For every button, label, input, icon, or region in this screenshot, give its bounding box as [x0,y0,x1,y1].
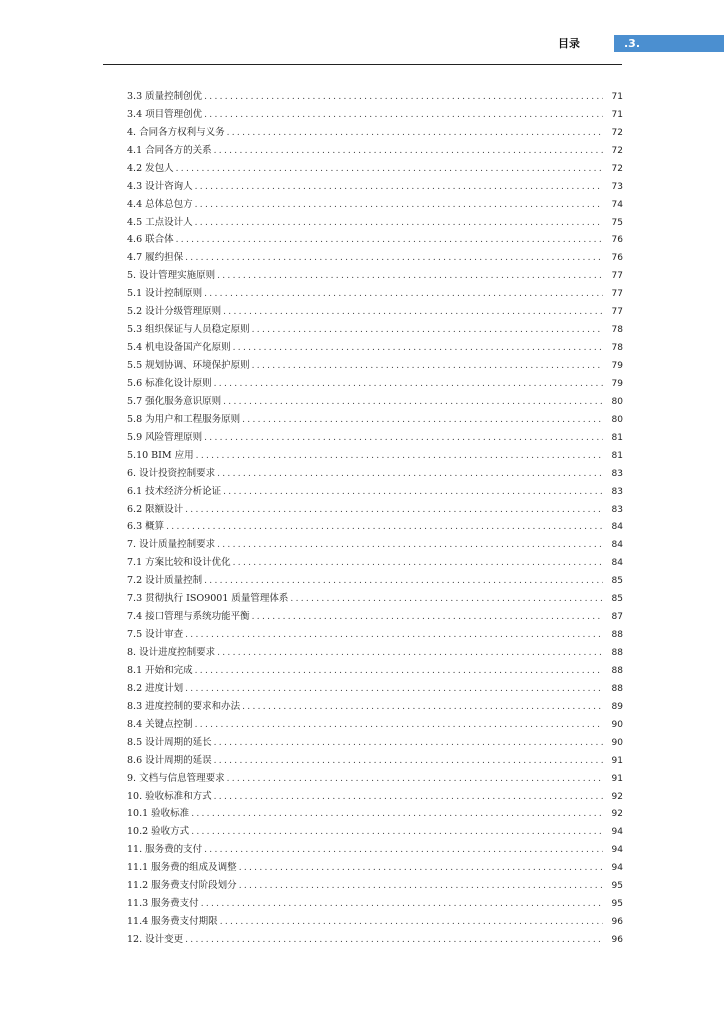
toc-entry[interactable] [127,121,623,139]
toc-entry-title: 6.2 限额设计 [127,503,184,515]
toc-dot-leader [252,611,603,623]
toc-entry-title: 5.9 风险管理原则 [127,431,203,443]
toc-entry-page-number: 72 [611,163,623,174]
toc-entry-title: 8. 设计进度控制要求 [127,647,216,658]
toc-entry-page-number: 94 [611,845,623,856]
toc-entry[interactable] [127,229,623,247]
toc-entry-page-number: 84 [611,522,623,533]
toc-entry-page-number: 96 [611,935,623,945]
toc-entry-page-number: 85 [611,594,623,605]
toc-dot-leader [239,862,603,874]
toc-entry-title: 5.6 标准化设计原则 [127,377,212,389]
toc-entry-title: 7.2 设计质量控制 [127,575,203,587]
toc-entry[interactable] [127,300,623,318]
toc-entry-page-number: 79 [611,361,623,371]
toc-entry-title: 8.5 设计周期的延长 [127,736,212,748]
toc-entry[interactable] [127,336,623,354]
toc-entry-page-number: 90 [611,737,623,748]
toc-dot-leader [252,324,603,336]
toc-dot-leader [185,629,603,641]
toc-entry-page-number: 78 [611,343,623,354]
toc-entry[interactable] [127,175,623,193]
toc-entry-page-number: 94 [611,827,623,838]
toc-entry[interactable] [127,264,623,282]
header-divider [103,64,622,65]
toc-entry-page-number: 95 [611,881,623,892]
toc-dot-leader [242,414,603,426]
toc-entry[interactable] [127,444,623,462]
toc-entry[interactable] [127,838,623,856]
toc-entry[interactable] [127,623,623,641]
toc-entry-page-number: 78 [611,325,623,336]
toc-dot-leader [185,504,603,516]
toc-entry-page-number: 72 [611,145,623,156]
toc-entry[interactable] [127,426,623,444]
toc-dot-leader [233,557,603,569]
toc-entry[interactable] [127,516,623,534]
toc-entry-title: 3.3 质量控制创优 [127,90,203,102]
toc-entry[interactable] [127,569,623,587]
toc-entry[interactable] [127,785,623,803]
toc-entry-page-number: 80 [611,396,623,407]
toc-entry-title: 11.2 服务费支付阶段划分 [127,880,237,892]
toc-entry-title: 5.4 机电设备国产化原则 [127,342,231,354]
toc-dot-leader [217,270,603,282]
toc-entry-title: 8.4 关键点控制 [127,718,193,730]
toc-entry-page-number: 95 [611,899,623,910]
toc-entry-page-number: 84 [611,558,623,569]
toc-entry[interactable] [127,910,623,928]
toc-dot-leader [223,306,603,318]
toc-entry-page-number: 83 [611,504,623,515]
toc-entry-title: 4.3 设计咨询人 [127,180,193,192]
toc-dot-leader [217,468,603,480]
page-header-title: 目录 [558,37,580,50]
toc-entry[interactable] [127,641,623,659]
toc-entry-title: 8.2 进度计划 [127,682,184,694]
toc-entry-title: 4.1 合同各方的关系 [127,144,212,156]
toc-entry-title: 10. 验收标准和方式 [127,790,212,802]
toc-entry-title: 6.1 技术经济分析论证 [127,485,222,497]
toc-dot-leader [195,665,603,677]
toc-entry-page-number: 96 [611,917,623,928]
toc-entry-title: 4.6 联合体 [127,234,174,246]
toc-entry-title: 11.4 服务费支付期限 [127,916,218,928]
toc-entry-title: 8.1 开始和完成 [127,664,193,676]
table-of-contents [127,85,623,946]
toc-entry-page-number: 71 [611,109,623,120]
toc-entry[interactable] [127,874,623,892]
toc-dot-leader [214,737,603,749]
toc-entry-title: 11.3 服务费支付 [127,898,199,910]
toc-entry-page-number: 79 [611,378,623,389]
toc-entry-page-number: 92 [611,791,623,802]
toc-dot-leader [223,396,603,408]
toc-entry-title: 7.5 设计审查 [127,629,184,641]
toc-entry-title: 4.7 履约担保 [127,252,184,264]
toc-dot-leader [227,773,603,785]
toc-entry[interactable] [127,695,623,713]
toc-entry[interactable] [127,892,623,910]
toc-dot-leader [201,898,603,910]
toc-entry[interactable] [127,103,623,121]
toc-dot-leader [252,360,603,372]
toc-entry-title: 11.1 服务费的组成及调整 [127,862,237,874]
toc-entry-title: 5. 设计管理实施原则 [127,270,216,282]
toc-entry-title: 5.8 为用户和工程服务原则 [127,413,241,425]
toc-entry-page-number: 74 [611,199,623,210]
toc-entry-title: 7.1 方案比较和设计优化 [127,557,231,569]
toc-dot-leader [185,252,603,264]
toc-dot-leader [204,109,603,121]
toc-dot-leader [196,450,603,462]
toc-entry-page-number: 77 [611,307,623,318]
toc-entry-page-number: 77 [611,289,623,300]
toc-entry-title: 8.3 进度控制的要求和办法 [127,700,241,712]
toc-entry[interactable] [127,533,623,551]
toc-entry-page-number: 81 [611,450,623,461]
toc-entry-page-number: 85 [611,576,623,587]
toc-entry-page-number: 84 [611,540,623,551]
toc-entry-title: 10.2 验收方式 [127,826,190,838]
toc-entry[interactable] [127,677,623,695]
toc-entry[interactable] [127,390,623,408]
toc-dot-leader [176,163,603,175]
toc-entry[interactable] [127,211,623,229]
toc-entry[interactable] [127,498,623,516]
toc-entry-page-number: 88 [611,665,623,676]
toc-dot-leader [223,486,603,498]
toc-entry-title: 7.4 接口管理与系统功能平衡 [127,611,250,623]
toc-entry-page-number: 94 [611,863,623,874]
toc-dot-leader [204,91,603,103]
toc-entry-title: 7. 设计质量控制要求 [127,539,216,551]
toc-entry[interactable] [127,587,623,605]
page-number-badge: .3. [614,35,724,52]
toc-dot-leader [214,791,603,803]
toc-entry-title: 10.1 验收标准 [127,808,190,820]
toc-dot-leader [191,826,603,838]
toc-entry-page-number: 83 [611,468,623,479]
toc-entry-page-number: 77 [611,271,623,282]
toc-entry-page-number: 83 [611,486,623,497]
toc-entry[interactable] [127,551,623,569]
toc-dot-leader [214,145,603,157]
toc-entry-title: 8.6 设计周期的延误 [127,754,212,766]
toc-entry-title: 6.3 概算 [127,521,165,533]
toc-entry-title: 5.3 组织保证与人员稳定原则 [127,324,250,336]
toc-entry-title: 9. 文档与信息管理要求 [127,772,225,784]
toc-entry-title: 4.5 工点设计人 [127,216,193,228]
toc-dot-leader [233,342,603,354]
toc-entry-page-number: 88 [611,630,623,641]
toc-entry[interactable] [127,157,623,175]
toc-entry-page-number: 71 [611,91,623,102]
toc-entry[interactable] [127,856,623,874]
toc-dot-leader [290,593,603,605]
toc-dot-leader [220,916,603,928]
toc-entry-title: 5.5 规划协调、环境保护原则 [127,360,250,371]
toc-entry-title: 5.10 BIM 应用 [127,449,194,461]
toc-dot-leader [176,234,603,246]
toc-dot-leader [204,432,603,444]
toc-entry-page-number: 89 [611,701,623,712]
toc-dot-leader [217,539,603,551]
toc-entry-page-number: 87 [611,612,623,623]
toc-entry-page-number: 75 [611,217,623,228]
toc-dot-leader [204,575,603,587]
toc-dot-leader [195,199,603,211]
toc-entry-title: 11. 服务费的支付 [127,844,203,856]
toc-entry-title: 5.2 设计分级管理原则 [127,306,222,318]
toc-entry[interactable] [127,246,623,264]
toc-entry[interactable] [127,803,623,821]
toc-dot-leader [214,755,603,767]
toc-entry[interactable] [127,713,623,731]
toc-entry-page-number: 76 [611,235,623,246]
toc-dot-leader [191,808,603,820]
toc-dot-leader [217,647,603,659]
toc-entry-page-number: 90 [611,719,623,730]
toc-entry[interactable] [127,731,623,749]
toc-entry[interactable] [127,767,623,785]
toc-entry[interactable] [127,749,623,767]
toc-entry[interactable] [127,318,623,336]
toc-dot-leader [204,288,603,300]
toc-entry-page-number: 91 [611,773,623,784]
toc-entry-title: 7.3 贯彻执行 ISO9001 质量管理体系 [127,593,289,605]
toc-dot-leader [185,683,603,695]
toc-entry-page-number: 92 [611,809,623,820]
toc-entry-title: 6. 设计投资控制要求 [127,467,216,479]
toc-entry-title: 5.7 强化服务意识原则 [127,395,222,407]
toc-dot-leader [195,181,603,193]
toc-entry-page-number: 80 [611,414,623,425]
toc-entry[interactable] [127,372,623,390]
toc-dot-leader [204,844,603,856]
toc-dot-leader [214,378,603,390]
toc-dot-leader [185,934,603,946]
toc-dot-leader [227,127,603,139]
toc-entry[interactable] [127,139,623,157]
toc-entry-title: 12. 设计变更 [127,934,184,945]
toc-entry-title: 4.4 总体总包方 [127,198,193,210]
toc-entry[interactable] [127,820,623,838]
toc-entry-page-number: 91 [611,755,623,766]
toc-entry-title: 4. 合同各方权利与义务 [127,126,225,138]
toc-entry[interactable] [127,193,623,211]
toc-entry-page-number: 76 [611,253,623,264]
toc-dot-leader [239,880,603,892]
toc-entry[interactable] [127,659,623,677]
toc-entry[interactable] [127,928,623,946]
toc-entry-page-number: 88 [611,683,623,694]
toc-entry-page-number: 73 [611,181,623,192]
toc-entry[interactable] [127,462,623,480]
toc-entry-title: 4.2 发包人 [127,162,174,174]
toc-dot-leader [195,217,603,229]
toc-entry[interactable] [127,408,623,426]
toc-entry[interactable] [127,85,623,103]
toc-entry-page-number: 81 [611,432,623,443]
toc-entry[interactable] [127,354,623,372]
toc-dot-leader [166,521,603,533]
toc-entry-page-number: 72 [611,127,623,138]
toc-entry[interactable] [127,282,623,300]
toc-entry-title: 3.4 项目管理创优 [127,108,203,120]
toc-dot-leader [242,701,603,713]
toc-dot-leader [195,719,603,731]
toc-entry[interactable] [127,605,623,623]
toc-entry[interactable] [127,480,623,498]
toc-entry-page-number: 88 [611,648,623,658]
toc-entry-title: 5.1 设计控制原则 [127,288,203,300]
